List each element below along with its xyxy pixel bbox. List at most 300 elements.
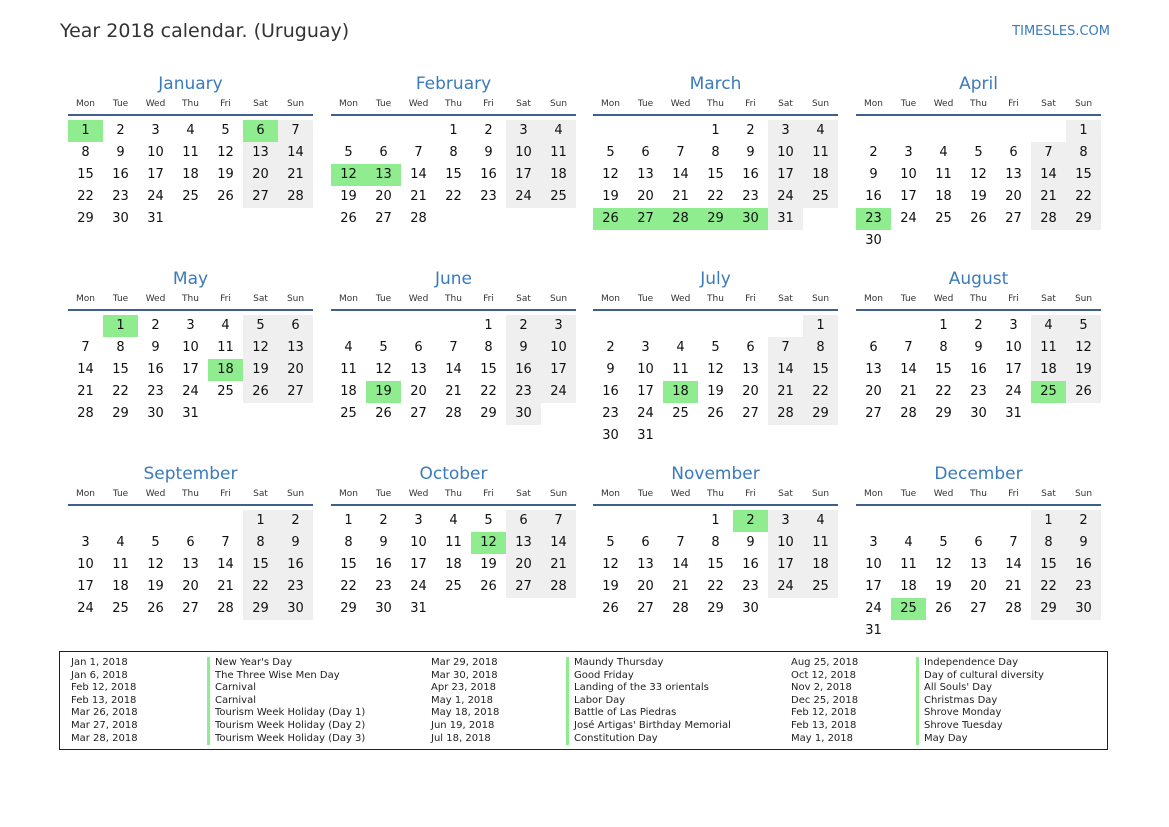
- holiday-name: Tourism Week Holiday (Day 1): [207, 707, 365, 720]
- day-cell: 15: [340, 557, 357, 572]
- month-name: May: [172, 269, 209, 289]
- day-cell: 26: [935, 601, 952, 616]
- day-cell: 3: [1009, 318, 1018, 333]
- day-cell: 4: [449, 513, 458, 528]
- weekday-label: Thu: [182, 489, 199, 499]
- day-cell: 23: [856, 208, 891, 230]
- day-cell: 17: [410, 557, 427, 572]
- day-cell: 3: [768, 120, 803, 142]
- month-april: [856, 73, 1101, 252]
- day-cell: 30: [970, 406, 987, 421]
- week-row: [856, 208, 1101, 230]
- empty-cell: [891, 230, 926, 252]
- day-cell: 7: [904, 340, 913, 355]
- weekday-header: [593, 290, 838, 308]
- month-september: [68, 463, 313, 620]
- day-cell: 23: [742, 579, 759, 594]
- empty-cell: [663, 315, 698, 337]
- week-row: [68, 164, 313, 186]
- day-cell: 18: [803, 164, 838, 186]
- day-cell: 1: [103, 315, 138, 337]
- day-cell: 15: [707, 557, 724, 572]
- day-cell: 3: [81, 535, 90, 550]
- weekday-label: Wed: [670, 294, 691, 304]
- weekday-label: Sun: [286, 489, 305, 499]
- day-cell: 24: [900, 211, 917, 226]
- week-row: [68, 120, 313, 142]
- weekday-label: Wed: [145, 489, 166, 499]
- empty-cell: [243, 403, 278, 425]
- empty-cell: [926, 230, 961, 252]
- day-cell: 27: [865, 406, 882, 421]
- day-cell: 12: [935, 557, 952, 572]
- day-cell: 31: [1005, 406, 1022, 421]
- weekday-label: Wed: [145, 99, 166, 109]
- day-cell: 1: [711, 123, 720, 138]
- day-cell: 15: [935, 362, 952, 377]
- week-row: [593, 381, 838, 403]
- empty-cell: [593, 315, 628, 337]
- holiday-date: Mar 27, 2018: [71, 719, 138, 731]
- header-rule: [593, 114, 838, 116]
- day-cell: 5: [484, 513, 493, 528]
- weekday-label: Thu: [970, 99, 987, 109]
- day-cell: 27: [628, 208, 663, 230]
- day-cell: 25: [445, 579, 462, 594]
- day-cell: 13: [278, 337, 313, 359]
- holiday-date: May 1, 2018: [791, 732, 854, 744]
- week-row: [68, 403, 313, 425]
- day-cell: 29: [803, 403, 838, 425]
- day-cell: 6: [506, 510, 541, 532]
- day-cell: 20: [506, 554, 541, 576]
- day-cell: 4: [541, 120, 576, 142]
- holiday-name: Tourism Week Holiday (Day 2): [207, 720, 365, 733]
- day-cell: 10: [182, 340, 199, 355]
- day-cell: 5: [1066, 315, 1101, 337]
- day-cell: 14: [900, 362, 917, 377]
- day-cell: 14: [1031, 164, 1066, 186]
- weekday-label: Sun: [549, 99, 568, 109]
- empty-cell: [926, 120, 961, 142]
- week-row: [68, 186, 313, 208]
- week-row: [331, 164, 576, 186]
- day-cell: 24: [410, 579, 427, 594]
- holiday-name: Labor Day: [566, 695, 731, 708]
- day-cell: 31: [637, 428, 654, 443]
- day-cell: 18: [803, 554, 838, 576]
- day-cell: 14: [410, 167, 427, 182]
- weekday-label: Fri: [745, 99, 756, 109]
- day-cell: 1: [711, 513, 720, 528]
- day-cell: 2: [733, 510, 768, 532]
- header-rule: [856, 114, 1101, 116]
- day-cell: 6: [1009, 145, 1018, 160]
- holiday-name: Shrove Monday: [916, 707, 1044, 720]
- day-cell: 26: [1066, 381, 1101, 403]
- day-cell: 24: [77, 601, 94, 616]
- holiday-dates-col-2: [431, 657, 499, 745]
- day-cell: 21: [445, 384, 462, 399]
- day-cell: 3: [768, 510, 803, 532]
- day-grid: [856, 510, 1101, 642]
- day-cell: 30: [733, 208, 768, 230]
- day-cell: 18: [445, 557, 462, 572]
- day-cell: 4: [904, 535, 913, 550]
- weekday-label: Wed: [670, 489, 691, 499]
- empty-cell: [593, 510, 628, 532]
- day-cell: 6: [746, 340, 755, 355]
- day-cell: 29: [77, 211, 94, 226]
- weekday-label: Thu: [445, 294, 462, 304]
- weekday-label: Mon: [339, 99, 358, 109]
- holiday-name: New Year's Day: [207, 657, 365, 670]
- empty-cell: [961, 230, 996, 252]
- empty-cell: [278, 403, 313, 425]
- day-cell: 18: [182, 167, 199, 182]
- week-row: [331, 598, 576, 620]
- day-cell: 17: [77, 579, 94, 594]
- empty-cell: [1031, 230, 1066, 252]
- week-row: [593, 359, 838, 381]
- day-cell: 12: [471, 532, 506, 554]
- day-cell: 19: [366, 381, 401, 403]
- day-cell: 30: [147, 406, 164, 421]
- week-row: [593, 337, 838, 359]
- week-row: [68, 576, 313, 598]
- day-cell: 2: [116, 123, 125, 138]
- day-cell: 29: [112, 406, 129, 421]
- week-row: [331, 554, 576, 576]
- weekday-label: Mon: [864, 99, 883, 109]
- empty-cell: [541, 403, 576, 425]
- week-row: [331, 381, 576, 403]
- day-cell: 21: [410, 189, 427, 204]
- day-cell: 31: [410, 601, 427, 616]
- day-cell: 6: [641, 535, 650, 550]
- holiday-date: May 18, 2018: [431, 707, 500, 719]
- empty-cell: [628, 510, 663, 532]
- weekday-label: Sat: [1041, 489, 1056, 499]
- weekday-label: Sun: [286, 99, 305, 109]
- day-cell: 26: [480, 579, 497, 594]
- empty-cell: [733, 425, 768, 447]
- day-cell: 24: [637, 406, 654, 421]
- week-row: [593, 598, 838, 620]
- day-cell: 3: [414, 513, 423, 528]
- weekday-header: [68, 290, 313, 308]
- month-june: [331, 268, 576, 425]
- day-cell: 15: [445, 167, 462, 182]
- week-row: [856, 532, 1101, 554]
- week-row: [593, 208, 838, 230]
- day-cell: 19: [970, 189, 987, 204]
- day-cell: 8: [243, 532, 278, 554]
- empty-cell: [856, 315, 891, 337]
- day-cell: 28: [278, 186, 313, 208]
- week-row: [593, 576, 838, 598]
- week-row: [68, 510, 313, 532]
- day-cell: 9: [869, 167, 878, 182]
- weekday-label: Wed: [933, 99, 954, 109]
- holiday-date: Mar 26, 2018: [71, 707, 138, 719]
- week-row: [856, 186, 1101, 208]
- day-cell: 18: [541, 164, 576, 186]
- month-name: April: [959, 74, 998, 94]
- site-link[interactable]: TIMESLES.COM: [1012, 24, 1110, 39]
- day-cell: 13: [243, 142, 278, 164]
- day-cell: 16: [480, 167, 497, 182]
- page-title: Year 2018 calendar. (Uruguay): [60, 20, 350, 42]
- day-grid: [593, 315, 838, 447]
- empty-cell: [891, 315, 926, 337]
- empty-cell: [541, 598, 576, 620]
- weekday-label: Tue: [112, 294, 129, 304]
- week-row: [331, 186, 576, 208]
- day-cell: 11: [1031, 337, 1066, 359]
- holiday-date: Feb 12, 2018: [71, 682, 137, 694]
- day-cell: 8: [711, 145, 720, 160]
- day-cell: 26: [602, 601, 619, 616]
- holiday-date: Apr 23, 2018: [431, 682, 497, 694]
- day-cell: 16: [1066, 554, 1101, 576]
- day-cell: 3: [641, 340, 650, 355]
- day-cell: 2: [506, 315, 541, 337]
- weekday-header: [331, 290, 576, 308]
- empty-cell: [436, 598, 471, 620]
- day-cell: 13: [182, 557, 199, 572]
- day-cell: 17: [147, 167, 164, 182]
- day-cell: 14: [768, 359, 803, 381]
- week-row: [593, 142, 838, 164]
- day-cell: 1: [68, 120, 103, 142]
- day-cell: 1: [1031, 510, 1066, 532]
- empty-cell: [996, 620, 1031, 642]
- empty-cell: [768, 598, 803, 620]
- empty-cell: [401, 120, 436, 142]
- weekday-label: Tue: [900, 99, 917, 109]
- day-cell: 26: [970, 211, 987, 226]
- header-rule: [593, 309, 838, 311]
- day-grid: [331, 315, 576, 425]
- week-row: [856, 620, 1101, 642]
- day-cell: 23: [147, 384, 164, 399]
- weekday-label: Sat: [1041, 294, 1056, 304]
- day-cell: 28: [1005, 601, 1022, 616]
- day-cell: 6: [243, 120, 278, 142]
- week-row: [331, 208, 576, 230]
- weekday-label: Thu: [182, 99, 199, 109]
- empty-cell: [1066, 403, 1101, 425]
- day-cell: 11: [900, 557, 917, 572]
- week-row: [331, 510, 576, 532]
- day-cell: 17: [541, 359, 576, 381]
- day-cell: 16: [970, 362, 987, 377]
- day-cell: 4: [676, 340, 685, 355]
- empty-cell: [803, 598, 838, 620]
- weekday-header: [68, 95, 313, 113]
- empty-cell: [173, 510, 208, 532]
- empty-cell: [506, 598, 541, 620]
- empty-cell: [366, 120, 401, 142]
- empty-cell: [926, 620, 961, 642]
- day-cell: 27: [637, 601, 654, 616]
- day-cell: 19: [935, 579, 952, 594]
- weekday-label: Thu: [970, 489, 987, 499]
- weekday-label: Tue: [637, 489, 654, 499]
- day-cell: 24: [147, 189, 164, 204]
- weekday-label: Mon: [76, 489, 95, 499]
- day-grid: [68, 510, 313, 620]
- day-cell: 21: [672, 579, 689, 594]
- day-cell: 8: [939, 340, 948, 355]
- day-cell: 25: [112, 601, 129, 616]
- day-cell: 12: [243, 337, 278, 359]
- week-row: [856, 554, 1101, 576]
- day-cell: 29: [935, 406, 952, 421]
- empty-cell: [138, 510, 173, 532]
- holiday-name: Christmas Day: [916, 695, 1044, 708]
- day-cell: 24: [768, 186, 803, 208]
- day-cell: 25: [935, 211, 952, 226]
- day-cell: 29: [480, 406, 497, 421]
- day-cell: 25: [891, 598, 926, 620]
- month-january: [68, 73, 313, 230]
- week-row: [856, 381, 1101, 403]
- day-cell: 20: [1005, 189, 1022, 204]
- holiday-date: Mar 30, 2018: [431, 669, 498, 681]
- day-cell: 10: [147, 145, 164, 160]
- day-grid: [593, 120, 838, 230]
- day-cell: 27: [742, 406, 759, 421]
- day-cell: 2: [278, 510, 313, 532]
- weekday-label: Sun: [286, 294, 305, 304]
- day-cell: 2: [746, 123, 755, 138]
- day-cell: 31: [865, 623, 882, 638]
- day-cell: 5: [151, 535, 160, 550]
- month-name: December: [934, 464, 1023, 484]
- weekday-label: Tue: [375, 294, 392, 304]
- empty-cell: [768, 425, 803, 447]
- holiday-names-col-3: [916, 657, 1044, 745]
- holiday-date: Feb 13, 2018: [791, 719, 857, 731]
- empty-cell: [856, 510, 891, 532]
- day-cell: 10: [541, 337, 576, 359]
- empty-cell: [961, 510, 996, 532]
- holiday-name: Tourism Week Holiday (Day 3): [207, 733, 365, 746]
- day-cell: 20: [375, 189, 392, 204]
- empty-cell: [628, 120, 663, 142]
- day-cell: 8: [484, 340, 493, 355]
- week-row: [856, 598, 1101, 620]
- day-cell: 12: [602, 557, 619, 572]
- day-cell: 18: [112, 579, 129, 594]
- weekday-label: Thu: [445, 489, 462, 499]
- day-cell: 22: [340, 579, 357, 594]
- day-cell: 27: [182, 601, 199, 616]
- day-cell: 26: [147, 601, 164, 616]
- day-cell: 27: [243, 186, 278, 208]
- day-cell: 5: [379, 340, 388, 355]
- day-cell: 22: [480, 384, 497, 399]
- weekday-label: Thu: [970, 294, 987, 304]
- day-cell: 10: [77, 557, 94, 572]
- day-cell: 15: [77, 167, 94, 182]
- day-cell: 14: [1005, 557, 1022, 572]
- day-cell: 14: [672, 557, 689, 572]
- weekday-header: [593, 95, 838, 113]
- day-cell: 23: [742, 189, 759, 204]
- weekday-label: Sat: [253, 489, 268, 499]
- day-cell: 12: [375, 362, 392, 377]
- day-cell: 10: [1005, 340, 1022, 355]
- empty-cell: [471, 598, 506, 620]
- weekday-label: Sat: [516, 489, 531, 499]
- weekday-label: Tue: [112, 489, 129, 499]
- week-row: [593, 164, 838, 186]
- empty-cell: [1031, 403, 1066, 425]
- weekday-header: [68, 485, 313, 503]
- day-cell: 8: [344, 535, 353, 550]
- day-cell: 1: [939, 318, 948, 333]
- holiday-date: Feb 12, 2018: [791, 707, 857, 719]
- weekday-label: Fri: [483, 489, 494, 499]
- day-cell: 16: [602, 384, 619, 399]
- day-cell: 5: [243, 315, 278, 337]
- header-rule: [593, 504, 838, 506]
- day-cell: 23: [112, 189, 129, 204]
- holiday-names-col-1: [207, 657, 365, 745]
- empty-cell: [208, 510, 243, 532]
- day-cell: 10: [410, 535, 427, 550]
- holiday-date: Aug 25, 2018: [791, 657, 859, 668]
- empty-cell: [68, 510, 103, 532]
- empty-cell: [996, 230, 1031, 252]
- weekday-label: Wed: [145, 294, 166, 304]
- weekday-label: Sat: [516, 294, 531, 304]
- weekday-label: Mon: [601, 99, 620, 109]
- day-cell: 16: [278, 554, 313, 576]
- week-row: [68, 208, 313, 230]
- weekday-label: Tue: [375, 99, 392, 109]
- empty-cell: [173, 208, 208, 230]
- week-row: [593, 425, 838, 447]
- weekday-label: Fri: [220, 489, 231, 499]
- weekday-label: Thu: [707, 294, 724, 304]
- day-cell: 4: [221, 318, 230, 333]
- day-cell: 17: [1005, 362, 1022, 377]
- empty-cell: [436, 315, 471, 337]
- day-cell: 2: [606, 340, 615, 355]
- day-cell: 2: [379, 513, 388, 528]
- day-cell: 22: [935, 384, 952, 399]
- day-cell: 8: [81, 145, 90, 160]
- day-cell: 23: [970, 384, 987, 399]
- day-cell: 22: [707, 189, 724, 204]
- weekday-label: Wed: [670, 99, 691, 109]
- month-name: February: [415, 74, 492, 94]
- holiday-name: Battle of Las Piedras: [566, 707, 731, 720]
- week-row: [593, 554, 838, 576]
- weekday-label: Wed: [933, 294, 954, 304]
- week-row: [593, 532, 838, 554]
- day-cell: 25: [803, 186, 838, 208]
- day-cell: 22: [243, 576, 278, 598]
- day-cell: 29: [340, 601, 357, 616]
- day-cell: 26: [375, 406, 392, 421]
- day-cell: 21: [278, 164, 313, 186]
- day-cell: 7: [768, 337, 803, 359]
